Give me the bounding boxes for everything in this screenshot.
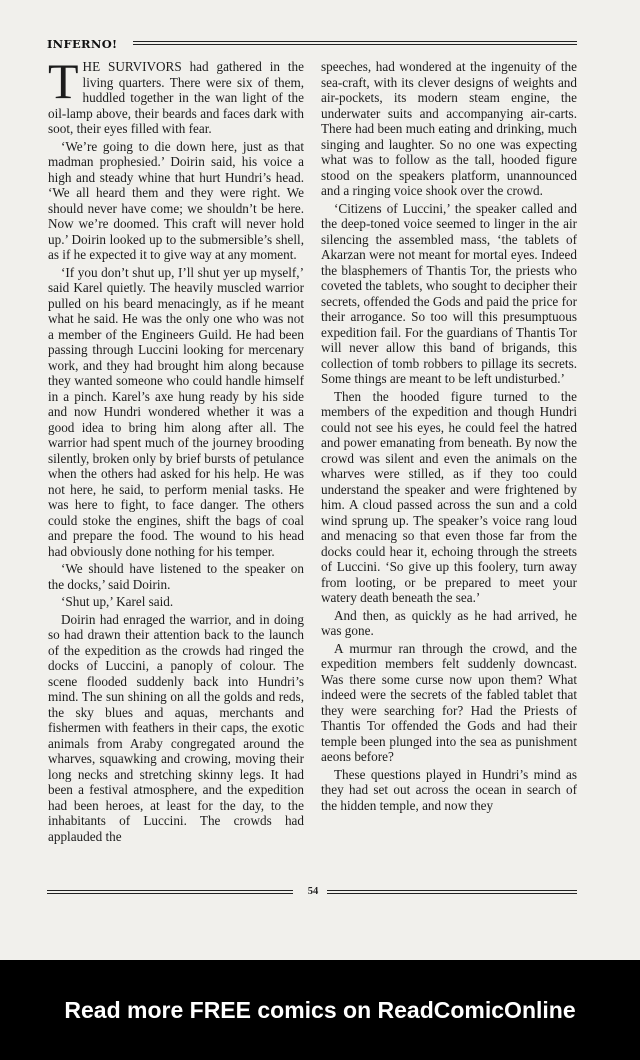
paragraph: Doirin had enraged the warrior, and in doing so had drawn their attention back to the launch of the expedition as the crowds had ringed the docks of Luccini, a panoply of colour. The scene flooded suddenly back into Hundri’s mind. The sun shining on all the golds and reds, the sky blues and aquas, merchants and fishermen with feathers in their caps, the exotic animals from Araby congregated around the wharves, squawking and crowing, moving their long necks and stretching skinny legs. It had been a festival atmosphere, and the expedition had been heroes, at least for the day, to the inhabitants of Luccini. The crowds had applauded the	[48, 611, 304, 844]
header-double-rule	[133, 41, 577, 45]
page-number: 54	[307, 886, 319, 897]
opening-paragraph-text: HE SURVIVORS had gathered in the living quarters. There were six of them, huddled together in the wan light of the oil-lamp above, their beards and faces dark with soot, their eyes filled with fear.	[48, 59, 304, 136]
page-header	[47, 36, 577, 52]
opening-paragraph	[48, 59, 304, 137]
footer-rule-left	[47, 890, 293, 894]
footer-rule-right	[327, 890, 577, 894]
paragraph: A murmur ran through the crowd, and the expedition members felt suddenly downcast. Was there some curse now upon them? What indeed were the secrets of the fabled tablet that they were searching for? Had the Priests of Thantis Tor offended the Gods and had their temple been plunged into the sea as punishment aeons before?	[321, 640, 577, 764]
paragraph: ‘We should have listened to the speaker on the docks,’ said Doirin.	[48, 561, 304, 592]
continued-paragraph: speeches, had wondered at the ingenuity of the sea-craft, with its clever designs of weights and air-pockets, its modern steam engine, the underwater suits and accompanying air-carts. There had been much eating and drinking, much singing and laughter. So no one was expecting what was to follow as the tall, hooded figure stood on the speakers platform, unannounced and a ringing voice shook over the crowd.	[321, 59, 577, 198]
drop-cap: T	[48, 59, 79, 109]
paragraph: ‘Shut up,’ Karel said.	[61, 594, 174, 609]
running-title: INFERNO!	[47, 37, 118, 51]
paragraph: And then, as quickly as he had arrived, he was gone.	[321, 607, 577, 638]
page-footer	[47, 885, 577, 899]
paragraph: ‘If you don’t shut up, I’ll shut yer up myself,’ said Karel quietly. The heavily muscled warrior pulled on his beard menacingly, as if he meant what he said. He was the only one who was not a member of the Engineers Guild. He had been passing through Luccini looking for mercenary work, and they had brought him along because they wanted someone who could handle himself in a pinch. Karel’s axe hung ready by his side and now Hundri wondered whether it was a good idea to bring him along after all. The warrior had spent much of the journey brooding silently, broken only by brief bursts of petulance when the others had asked for his help. He was not here, he said, to perform menial tasks. He was here to fight, to face danger. The others could stoke the engines, shift the bags of coal and prepare the food. The wound to his head had obviously done nothing for his temper.	[48, 264, 304, 559]
left-column	[48, 59, 304, 874]
paragraph: Then the hooded figure turned to the members of the expedition and though Hundri could not see his eyes, he could feel the hatred and power emanating from beneath. By now the crowd was silent and even the animals on the wharves were stilled, as if they too could understand the speaker and were frightened by him. A cloud passed across the sun and a cold wind sprung up. The speaker’s voice rang loud and menacing so that even those far from the docks could hear it, echoing through the streets of Luccini. ‘So give up this foolery, turn away from looting, or be prepared to meet your watery death beneath the sea.’	[321, 388, 577, 605]
paragraph: ‘Citizens of Luccini,’ the speaker called and the deep-toned voice seemed to linger in the air silencing the assembled mass, ‘the tablets of Akarzan were not meant for mortal eyes. Indeed the blasphemers of Thantis Tor, the priests who coveted the tablets, who sought to decipher their secrets, offended the Gods and paid the price for their arrogance. So too will this presumptuous expedition fail. For the guardians of Thantis Tor will never allow this band of brigands, this collection of tomb robbers to pillage its secrets. Some things are meant to be left undisturbed.’	[321, 200, 577, 386]
right-column	[321, 59, 577, 874]
paragraph: ‘We’re going to die down here, just as that madman prophesied.’ Doirin said, his voice a high and steady whine that hurt Hundri’s head. ‘We all heard them and they were right. We should never have come; we shouldn’t be here. Now we’re doomed. This craft will never hold up.’ Doirin looked up to the submersible’s shell, as if he expected it to give way at any moment.	[48, 138, 304, 262]
promo-banner[interactable]	[0, 960, 640, 1060]
promo-banner-text[interactable]: Read more FREE comics on ReadComicOnline	[64, 997, 576, 1023]
paragraph: These questions played in Hundri’s mind as they had set out across the ocean in search of the hidden temple, and now they	[321, 766, 577, 813]
